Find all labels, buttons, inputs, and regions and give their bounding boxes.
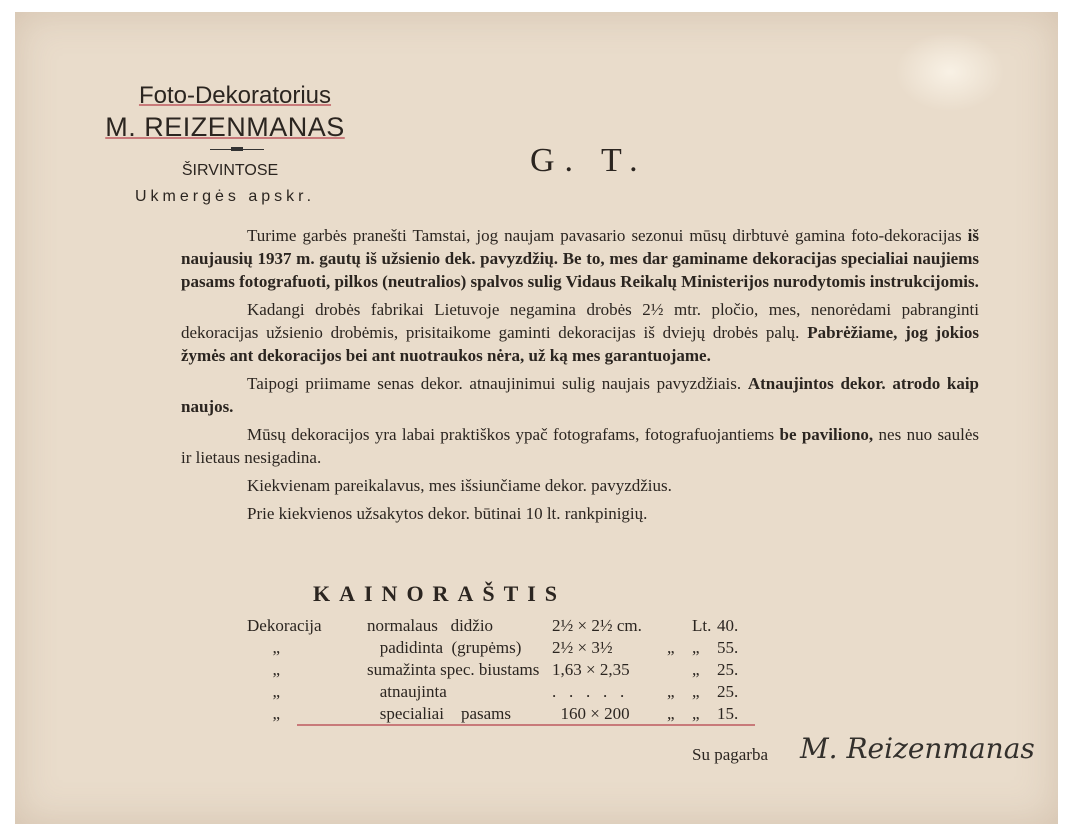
addressee: G. T.: [530, 142, 648, 179]
price-cell: „: [692, 638, 700, 657]
price-cell: „: [247, 704, 281, 723]
text: Kiekvienam pareikalavus, mes išsiunčiame dekor. pavyzdžius.: [247, 476, 672, 495]
price-cell: „: [247, 638, 281, 657]
price-cell: „: [667, 682, 675, 701]
text: Mūsų dekoracijos yra labai praktiškos ypač fotografams, fotografuojantiems: [247, 425, 780, 444]
price-row: [247, 638, 757, 660]
signature: M. Reizenmanas: [800, 732, 1035, 765]
paragraph: [181, 298, 979, 367]
price-cell: 15.: [717, 704, 739, 723]
price-cell: 2½ × 3½: [552, 638, 613, 657]
price-cell: 55.: [717, 638, 739, 657]
business-name: Foto-Dekoratorius: [138, 82, 332, 109]
text: Turime garbės pranešti Tamstai, jog naujam pavasario sezonui mūsų dirbtuvė gamina foto-dekoracijas: [247, 226, 968, 245]
text: nes nuo saulės ir lietaus nesigadina.: [181, 425, 979, 467]
price-cell: 2½ × 2½ cm.: [552, 616, 642, 635]
bold-text: Pabrėžiame, jog jokios žymės ant dekoracijos bei ant nuotraukos nėra, už ką mes garantuojame.: [181, 323, 979, 365]
paper-stain: [895, 32, 1005, 112]
price-list: [247, 616, 757, 726]
price-cell: specialiai pasams: [367, 704, 511, 723]
price-cell: 40.: [717, 616, 739, 635]
letter-sheet: [15, 12, 1058, 824]
price-cell: 160 × 200: [552, 704, 630, 723]
district: Ukmergės apskr.: [134, 188, 316, 205]
price-cell: 25.: [717, 660, 739, 679]
bold-text: Atnaujintos dekor. atrodo kaip naujos.: [181, 374, 980, 416]
price-cell: normalaus didžio: [367, 616, 494, 635]
paragraph: [181, 372, 979, 418]
town: ŠIRVINTOSE: [181, 162, 279, 179]
price-cell: „: [667, 638, 675, 657]
price-cell: „: [667, 704, 675, 723]
price-cell: sumažinta spec. biustams: [367, 660, 540, 679]
price-cell: atnaujinta: [367, 682, 447, 701]
header-divider: [210, 149, 264, 150]
price-cell: „: [692, 682, 700, 701]
price-cell: Dekoracija: [247, 616, 322, 635]
price-cell: padidinta (grupėms): [367, 638, 522, 657]
closing-label: Su pagarba: [692, 745, 769, 764]
price-cell: Lt.: [692, 616, 712, 635]
price-cell: „: [247, 682, 281, 701]
text: Prie kiekvienos užsakytos dekor. būtinai 10 lt. rankpinigių.: [247, 504, 648, 523]
paragraph: [181, 423, 979, 469]
price-cell: „: [247, 660, 281, 679]
price-cell: „: [692, 660, 700, 679]
paragraph: [181, 474, 979, 497]
price-cell: . . . . .: [552, 682, 625, 701]
price-row: [247, 616, 757, 638]
bold-text: iš naujausių 1937 m. gautų iš užsienio dek. pavyzdžių. Be to, mes dar gaminame dekoracijas specialiai naujiems pasams fotografuoti, pilkos (neutralios) spalvos sulig Vidaus Reikalų Ministerijos nurodytomis instrukcijomis.: [181, 226, 979, 291]
bold-text: be paviliono,: [779, 425, 874, 444]
price-row: [247, 660, 757, 682]
text: Kadangi drobės fabrikai Lietuvoje negamina drobės 2½ mtr. pločio, mes, nenorėdami pabranginti dekoracijas užsienio drobėmis, prisitaikome gaminti dekoracijas iš dviejų drobės palų.: [181, 300, 979, 342]
owner-name: M. REIZENMANAS: [105, 112, 345, 142]
letter-body: [181, 224, 979, 530]
price-cell: 1,63 × 2,35: [552, 660, 630, 679]
price-cell: 25.: [717, 682, 739, 701]
price-row: [247, 682, 757, 704]
paragraph: [181, 502, 979, 525]
price-row: [247, 704, 757, 726]
price-cell: „: [692, 704, 700, 723]
paragraph: [181, 224, 979, 293]
text: Taipogi priimame senas dekor. atnaujinimui sulig naujais pavyzdžiais.: [247, 374, 748, 393]
price-list-title: KAINORAŠTIS: [313, 581, 567, 606]
